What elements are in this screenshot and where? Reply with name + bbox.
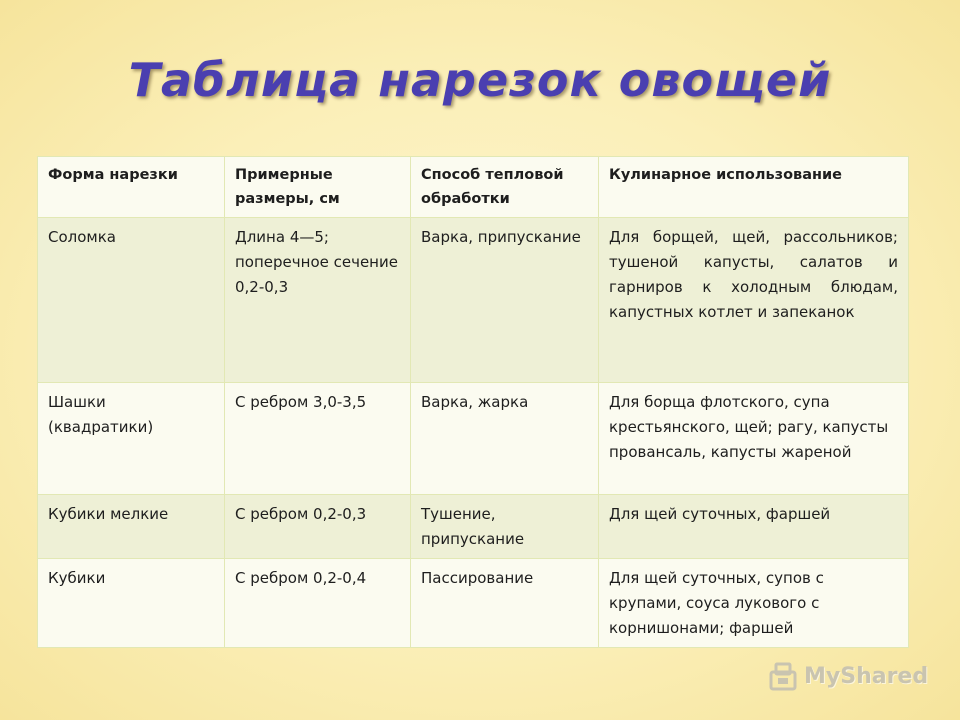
table-row <box>38 495 909 559</box>
table-row <box>38 559 909 648</box>
table-header-row <box>38 157 909 218</box>
table-row <box>38 383 909 495</box>
cell-culinary-use: Для борщей, щей, рассольников; тушеной капусты, салатов и гарниров к холодным блюдам, капустных котлет и запеканок <box>599 218 909 383</box>
slide-title: Таблица нарезок овощей <box>128 52 832 107</box>
cell-cut-shape: Соломка <box>38 218 225 383</box>
table-row <box>38 218 909 383</box>
cell-approx-size: С ребром 3,0-3,5 <box>225 383 411 495</box>
cell-culinary-use: Для щей суточных, супов с крупами, соуса лукового с корнишонами; фаршей <box>599 559 909 648</box>
cell-approx-size: С ребром 0,2-0,4 <box>225 559 411 648</box>
myshared-watermark <box>768 660 928 692</box>
header-heat-treatment: Способ тепловой обработки <box>411 157 599 218</box>
myshared-logo-icon <box>768 661 798 691</box>
header-culinary-use: Кулинарное использование <box>599 157 909 218</box>
cell-culinary-use: Для щей суточных, фаршей <box>599 495 909 559</box>
cell-heat-treatment: Варка, жарка <box>411 383 599 495</box>
cell-approx-size: Длина 4—5; поперечное сечение 0,2-0,3 <box>225 218 411 383</box>
header-cut-shape: Форма нарезки <box>38 157 225 218</box>
cell-approx-size: С ребром 0,2-0,3 <box>225 495 411 559</box>
watermark-text: MyShared <box>804 663 929 689</box>
cell-cut-shape: Шашки (квадратики) <box>38 383 225 495</box>
cell-cut-shape: Кубики мелкие <box>38 495 225 559</box>
cell-heat-treatment: Варка, припускание <box>411 218 599 383</box>
vegetable-cuts-table <box>37 156 909 648</box>
header-approx-size: Примерные размеры, см <box>225 157 411 218</box>
cell-heat-treatment: Пассирование <box>411 559 599 648</box>
cell-culinary-use: Для борща флотского, супа крестьянского, щей; рагу, капусты провансаль, капусты жареной <box>599 383 909 495</box>
cell-cut-shape: Кубики <box>38 559 225 648</box>
cell-heat-treatment: Тушение, припускание <box>411 495 599 559</box>
